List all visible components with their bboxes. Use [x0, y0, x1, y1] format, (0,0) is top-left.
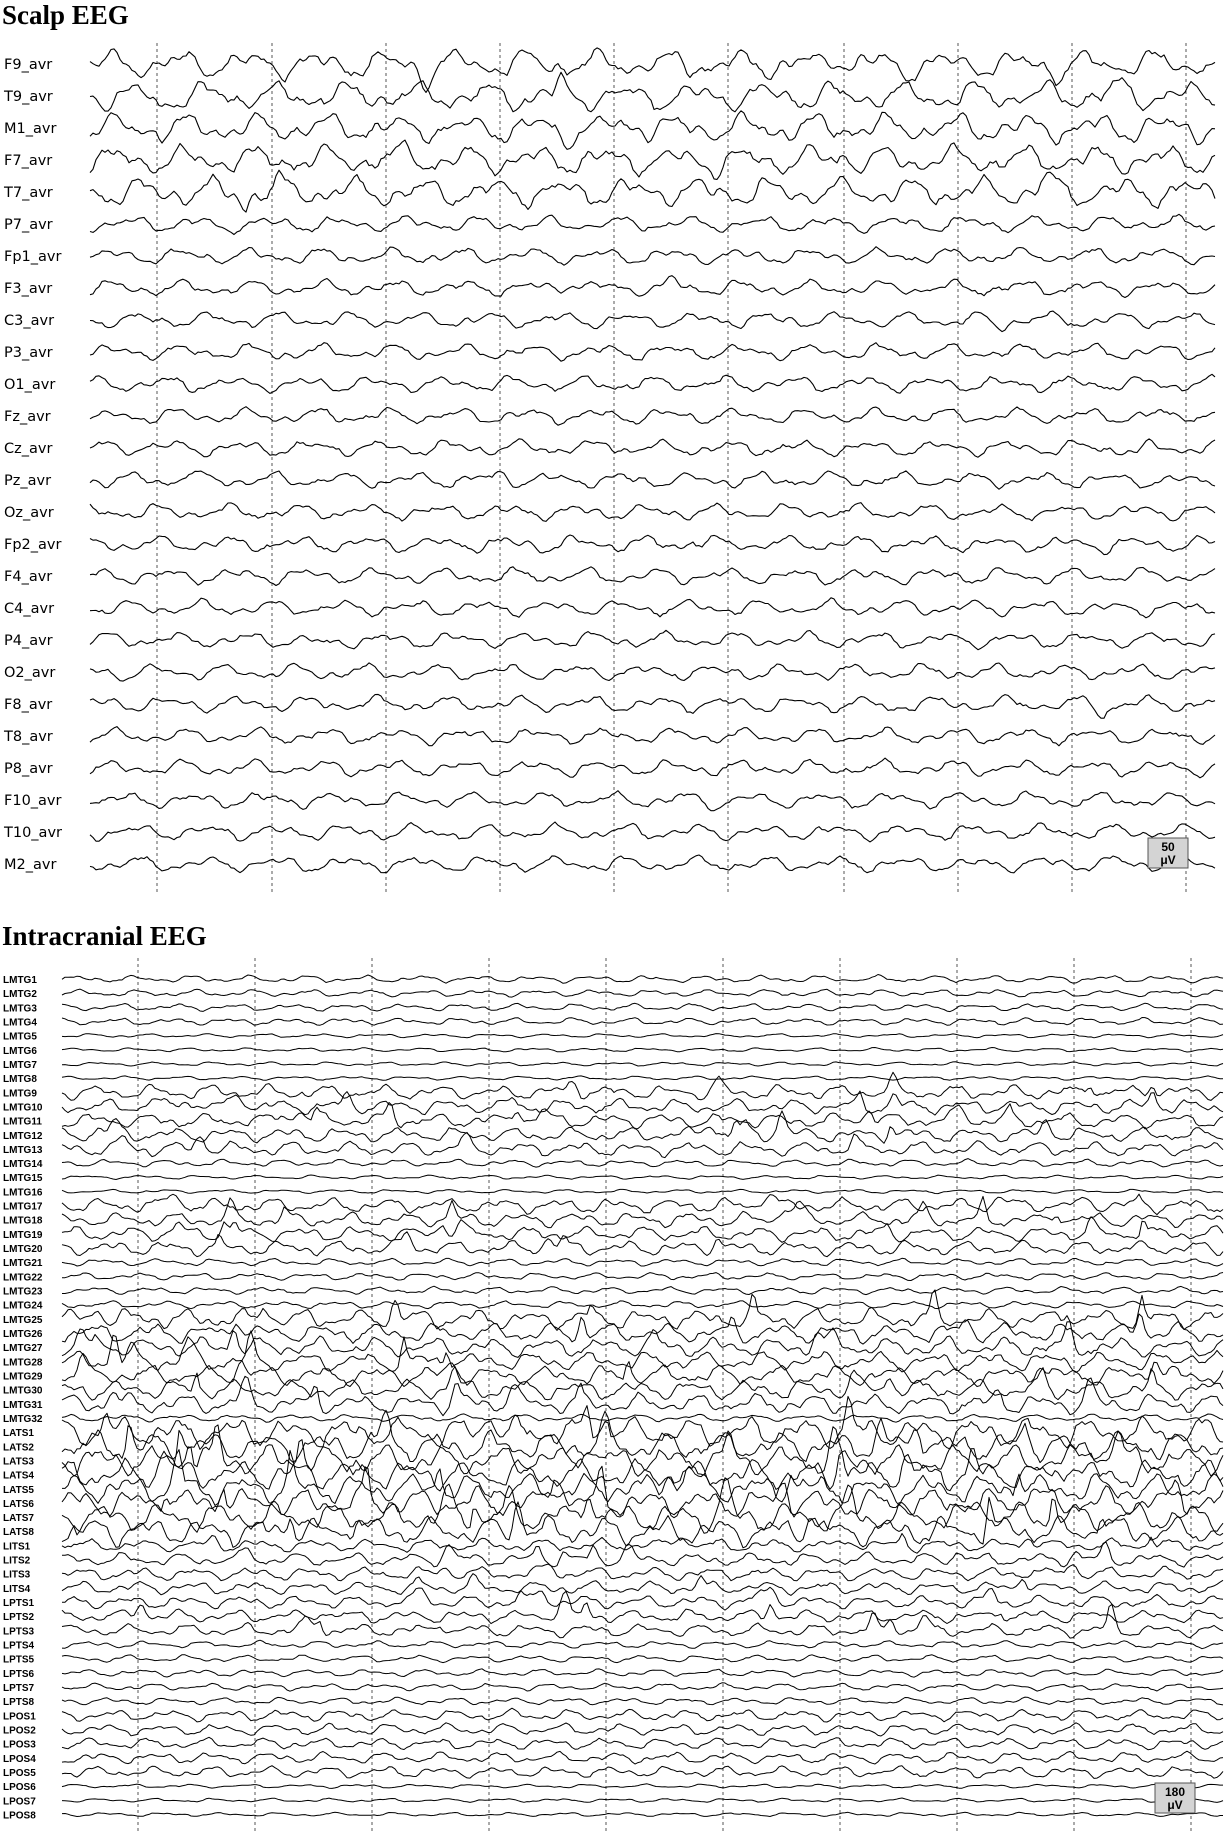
intracranial-channel-label: LITS3: [3, 1569, 31, 1581]
scalp-trace: [90, 111, 1215, 150]
intracranial-trace: [62, 1258, 1223, 1266]
intracranial-channel-label: LMTG23: [3, 1286, 43, 1298]
scalp-channel-label: P8_avr: [4, 761, 53, 777]
intracranial-trace: [62, 1723, 1223, 1736]
scalp-eeg-title: Scalp EEG: [2, 0, 129, 30]
intracranial-channel-label: LMTG31: [3, 1399, 43, 1411]
scalp-trace: [90, 311, 1215, 332]
intracranial-channel-label: LPTS1: [3, 1598, 35, 1610]
intracranial-trace: [62, 1396, 1223, 1449]
scalp-channel-label: Pz_avr: [4, 473, 52, 489]
scalp-trace: [90, 855, 1215, 873]
intracranial-channel-label: LMTG27: [3, 1343, 43, 1355]
scalp-trace: [90, 630, 1215, 649]
scalp-trace: [90, 567, 1215, 586]
intracranial-trace: [62, 1091, 1223, 1115]
scalp-channel-label: P4_avr: [4, 633, 53, 649]
intracranial-trace: [62, 989, 1223, 997]
scalp-channel-label: F4_avr: [4, 569, 53, 585]
intracranial-trace: [62, 1314, 1223, 1344]
scalp-trace: [90, 48, 1215, 93]
scalp-trace: [90, 471, 1215, 489]
intracranial-trace: [62, 1353, 1223, 1386]
intracranial-channel-label: LATS6: [3, 1498, 34, 1510]
scalp-trace: [90, 791, 1215, 811]
scalp-trace: [90, 535, 1215, 555]
intracranial-channel-label: LATS4: [3, 1470, 34, 1482]
intracranial-channel-traces: [62, 975, 1223, 1817]
intracranial-channel-label: LMTG7: [3, 1059, 37, 1071]
scalp-trace: [90, 343, 1215, 362]
intracranial-channel-label: LATS2: [3, 1442, 34, 1454]
intracranial-channel-label: LATS8: [3, 1527, 34, 1539]
intracranial-channel-label: LMTG28: [3, 1357, 43, 1369]
intracranial-channel-label: LPTS5: [3, 1654, 35, 1666]
intracranial-channel-label: LMTG32: [3, 1413, 43, 1425]
scalp-channel-label: P7_avr: [4, 217, 53, 233]
scalp-channel-label: O1_avr: [4, 377, 56, 393]
intracranial-channel-label: LMTG18: [3, 1215, 43, 1227]
intracranial-trace: [62, 1273, 1223, 1281]
intracranial-trace: [62, 1669, 1223, 1677]
intracranial-channel-labels: [3, 975, 43, 1821]
intracranial-channel-label: LMTG26: [3, 1329, 43, 1340]
intracranial-trace: [62, 1034, 1223, 1038]
intracranial-channel-label: LPOS7: [3, 1796, 36, 1808]
intracranial-trace: [62, 1534, 1223, 1554]
intracranial-channel-label: LMTG15: [3, 1173, 43, 1185]
intracranial-scale-value: 180: [1164, 1785, 1186, 1799]
scalp-channel-label: Fp1_avr: [4, 249, 62, 265]
intracranial-trace: [62, 1708, 1223, 1722]
intracranial-channel-label: LMTG6: [3, 1045, 37, 1057]
intracranial-trace: [62, 1062, 1223, 1066]
scalp-trace: [90, 663, 1215, 681]
scalp-channel-label: M2_avr: [4, 857, 57, 873]
intracranial-trace: [62, 1697, 1223, 1705]
intracranial-channel-label: LMTG12: [3, 1130, 43, 1142]
intracranial-channel-label: LPTS8: [3, 1697, 35, 1709]
intracranial-channel-label: LMTG5: [3, 1031, 37, 1043]
intracranial-trace: [62, 1425, 1223, 1476]
intracranial-channel-label: LMTG29: [3, 1371, 43, 1383]
scalp-channel-labels: [3, 57, 62, 873]
intracranial-channel-label: LMTG20: [3, 1244, 43, 1256]
intracranial-channel-label: LITS1: [3, 1541, 31, 1553]
intracranial-trace: [62, 1604, 1223, 1638]
intracranial-channel-label: LMTG17: [3, 1201, 43, 1213]
intracranial-trace: [62, 1564, 1223, 1581]
intracranial-trace: [62, 1018, 1223, 1026]
intracranial-trace: [62, 1322, 1223, 1358]
intracranial-channel-label: LMTG14: [3, 1159, 43, 1171]
scalp-trace: [90, 170, 1215, 212]
intracranial-channel-label: LATS5: [3, 1484, 34, 1496]
intracranial-channel-label: LMTG21: [3, 1258, 43, 1270]
scalp-scale-unit: μV: [1160, 853, 1176, 867]
scalp-channel-label: F9_avr: [4, 57, 53, 73]
intracranial-channel-label: LMTG19: [3, 1229, 43, 1241]
scalp-trace: [90, 503, 1215, 522]
intracranial-trace: [62, 1217, 1223, 1243]
intracranial-channel-label: LPOS4: [3, 1753, 36, 1765]
intracranial-trace: [62, 1048, 1223, 1053]
scalp-trace: [90, 247, 1215, 266]
scalp-channel-label: T9_avr: [4, 89, 53, 105]
intracranial-channel-label: LPOS1: [3, 1711, 36, 1723]
intracranial-trace: [62, 1175, 1223, 1180]
intracranial-channel-label: LMTG25: [3, 1314, 43, 1326]
scalp-channel-label: Fz_avr: [4, 409, 51, 425]
scalp-trace: [90, 822, 1215, 842]
scalp-channel-label: C3_avr: [4, 313, 55, 329]
intracranial-channel-label: LMTG11: [3, 1116, 42, 1128]
intracranial-trace: [62, 1798, 1223, 1802]
intracranial-trace: [62, 1591, 1223, 1623]
scalp-channel-label: T8_avr: [4, 729, 53, 745]
scalp-channel-label: T7_avr: [4, 185, 53, 201]
scalp-trace: [90, 694, 1215, 718]
intracranial-trace: [62, 1194, 1223, 1215]
intracranial-trace: [62, 1766, 1223, 1779]
scalp-channel-label: T10_avr: [4, 825, 62, 841]
intracranial-channel-label: LMTG24: [3, 1300, 43, 1312]
intracranial-trace: [62, 1812, 1223, 1816]
intracranial-channel-label: LMTG22: [3, 1272, 43, 1284]
scalp-trace: [90, 439, 1215, 457]
intracranial-channel-label: LITS2: [3, 1555, 31, 1567]
intracranial-trace: [62, 975, 1223, 984]
scalp-trace: [90, 72, 1215, 112]
intracranial-channel-label: LPTS4: [3, 1640, 35, 1652]
intracranial-channel-label: LATS1: [3, 1428, 34, 1440]
intracranial-channel-label: LATS7: [3, 1513, 34, 1525]
scalp-trace: [90, 598, 1215, 618]
scalp-channel-label: P3_avr: [4, 345, 53, 361]
scalp-channel-label: Cz_avr: [4, 441, 53, 457]
intracranial-trace: [62, 1301, 1223, 1309]
intracranial-trace: [62, 1072, 1223, 1100]
scalp-trace: [90, 407, 1215, 426]
intracranial-trace: [62, 1574, 1223, 1596]
intracranial-trace: [62, 1784, 1223, 1789]
intracranial-trace: [62, 1111, 1223, 1143]
scalp-trace: [90, 276, 1215, 298]
intracranial-trace: [62, 1478, 1223, 1535]
scalp-channel-label: F3_avr: [4, 281, 53, 297]
intracranial-trace: [62, 1286, 1223, 1294]
intracranial-trace: [62, 1655, 1223, 1663]
scalp-channel-label: F8_avr: [4, 697, 53, 713]
scalp-scale-bar: [1148, 838, 1188, 868]
intracranial-channel-label: LPTS7: [3, 1683, 35, 1694]
scalp-scale-value: 50: [1161, 840, 1175, 854]
intracranial-channel-label: LMTG13: [3, 1144, 43, 1156]
intracranial-channel-label: LMTG1: [3, 975, 37, 986]
intracranial-trace: [62, 1189, 1223, 1193]
intracranial-trace: [62, 1414, 1223, 1422]
scalp-channel-label: Fp2_avr: [4, 537, 62, 553]
intracranial-channel-label: LATS3: [3, 1456, 34, 1468]
intracranial-channel-label: LPOS5: [3, 1767, 36, 1779]
scalp-trace: [90, 374, 1215, 393]
scalp-channel-label: C4_avr: [4, 601, 55, 617]
intracranial-channel-label: LPTS3: [3, 1626, 35, 1638]
intracranial-channel-label: LPOS3: [3, 1739, 36, 1751]
intracranial-scale-unit: μV: [1167, 1798, 1183, 1812]
scalp-channel-traces: [90, 48, 1215, 873]
intracranial-channel-label: LPOS2: [3, 1725, 36, 1737]
intracranial-channel-label: LPTS6: [3, 1668, 35, 1680]
intracranial-trace: [62, 1232, 1223, 1257]
intracranial-channel-label: LMTG8: [3, 1074, 37, 1086]
intracranial-trace: [62, 1132, 1223, 1157]
scalp-channel-label: F10_avr: [4, 793, 62, 809]
intracranial-scale-bar: [1155, 1783, 1195, 1813]
scalp-channel-label: Oz_avr: [4, 505, 54, 521]
intracranial-trace: [62, 1640, 1223, 1649]
intracranial-channel-label: LPTS2: [3, 1612, 35, 1624]
intracranial-channel-label: LMTG10: [3, 1102, 43, 1114]
intracranial-trace: [62, 1076, 1223, 1080]
scalp-channel-label: O2_avr: [4, 665, 56, 681]
intracranial-channel-label: LPOS6: [3, 1782, 36, 1794]
intracranial-channel-label: LMTG3: [3, 1003, 37, 1015]
scalp-trace: [90, 727, 1215, 746]
intracranial-channel-label: LMTG30: [3, 1385, 43, 1397]
intracranial-trace: [62, 1737, 1223, 1749]
intracranial-channel-label: LMTG16: [3, 1187, 43, 1199]
intracranial-trace: [62, 1587, 1223, 1610]
intracranial-trace: [62, 1497, 1223, 1547]
intracranial-channel-label: LPOS8: [3, 1810, 36, 1822]
intracranial-channel-label: LMTG2: [3, 989, 37, 1001]
intracranial-eeg-title: Intracranial EEG: [2, 921, 207, 951]
intracranial-channel-label: LMTG9: [3, 1088, 37, 1100]
intracranial-trace: [62, 1410, 1223, 1462]
intracranial-channel-label: LMTG4: [3, 1017, 37, 1029]
intracranial-trace: [62, 1003, 1223, 1011]
scalp-trace: [90, 214, 1215, 234]
intracranial-trace: [62, 1751, 1223, 1764]
intracranial-trace: [62, 1159, 1223, 1168]
scalp-trace: [90, 758, 1215, 778]
scalp-channel-label: F7_avr: [4, 153, 53, 169]
intracranial-channel-label: LITS4: [3, 1583, 31, 1595]
scalp-channel-label: M1_avr: [4, 121, 57, 137]
intracranial-trace: [62, 1683, 1223, 1691]
